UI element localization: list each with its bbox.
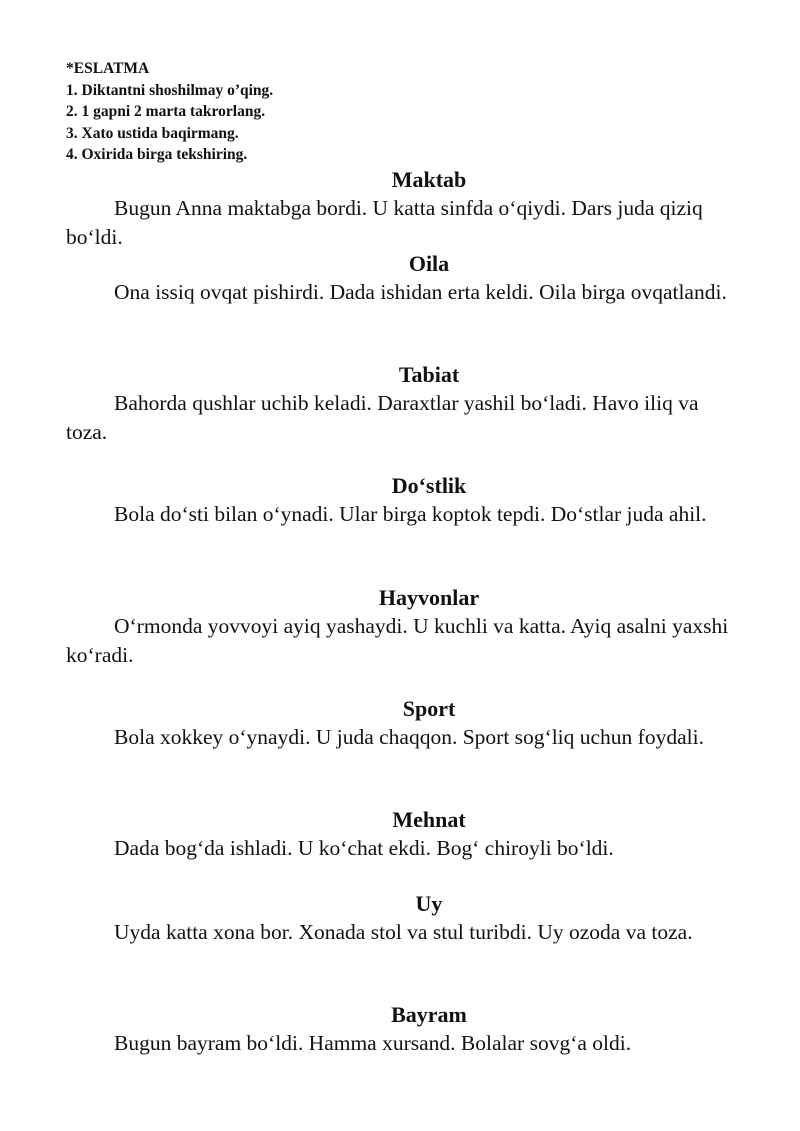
note-block — [66, 58, 273, 166]
section-maktab — [66, 166, 734, 251]
section-heading: Bayram — [391, 1002, 467, 1027]
section-text: Dada bog‘da ishladi. U ko‘chat ekdi. Bog‘ chiroyli bo‘ldi. — [114, 836, 614, 860]
section-heading: Hayvonlar — [378, 585, 480, 610]
section-heading: Do‘stlik — [391, 473, 467, 498]
note-item: 3. Xato ustida baqirmang. — [66, 124, 239, 142]
section-heading: Mehnat — [392, 807, 466, 832]
section-hayvonlar — [66, 584, 734, 669]
section-sport — [66, 695, 734, 752]
note-item: 4. Oxirida birga tekshiring. — [66, 146, 248, 163]
note-title: *ESLATMA — [66, 60, 150, 77]
section-text: Bola xokkey o‘ynaydi. U juda chaqqon. Sport sog‘liq uchun foydali. — [114, 725, 704, 749]
section-text: Bola do‘sti bilan o‘ynadi. Ular birga koptok tepdi. Do‘stlar juda ahil. — [114, 502, 707, 526]
section-text: Uyda katta xona bor. Xonada stol va stul turibdi. Uy ozoda va toza. — [114, 920, 693, 944]
section-heading: Uy — [415, 891, 443, 916]
note-item: 1. Diktantni shoshilmay o’qing. — [66, 81, 274, 99]
section-bayram — [66, 1001, 734, 1058]
section-heading: Sport — [402, 696, 456, 721]
note-item: 2. 1 gapni 2 marta takrorlang. — [66, 103, 266, 120]
section-text: O‘rmonda yovvoyi ayiq yashaydi. U kuchli va katta. Ayiq asalni yaxshi ko‘radi. — [66, 614, 729, 667]
section-text: Bugun Anna maktabga bordi. U katta sinfda o‘qiydi. Dars juda qiziq bo‘ldi. — [66, 196, 703, 249]
section-oila — [66, 250, 734, 307]
section-heading: Tabiat — [398, 362, 460, 387]
section-mehnat — [66, 806, 734, 863]
section-heading: Oila — [408, 251, 450, 276]
section-heading: Maktab — [391, 167, 467, 192]
section-tabiat — [66, 361, 734, 446]
section-text: Ona issiq ovqat pishirdi. Dada ishidan erta keldi. Oila birga ovqatlandi. — [114, 280, 727, 304]
section-dostlik — [66, 472, 734, 529]
section-text: Bugun bayram bo‘ldi. Hamma xursand. Bolalar sovg‘a oldi. — [114, 1031, 632, 1055]
section-text: Bahorda qushlar uchib keladi. Daraxtlar yashil bo‘ladi. Havo iliq va toza. — [66, 391, 699, 444]
section-uy — [66, 890, 734, 947]
